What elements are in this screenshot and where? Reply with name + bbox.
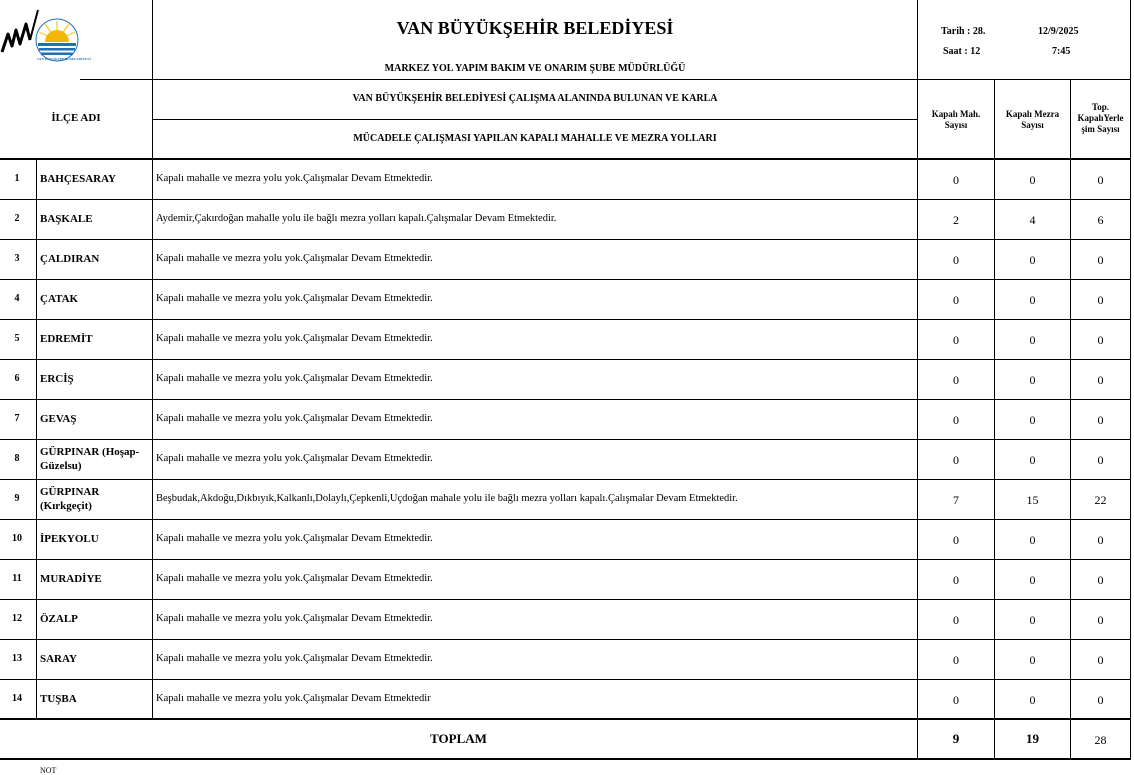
kapali-mah-count: 0	[953, 253, 959, 267]
page-title: VAN BÜYÜKŞEHİR BELEDİYESİ	[396, 18, 674, 38]
toplam-count: 0	[1097, 453, 1104, 467]
district-name: BAHÇESARAY	[40, 173, 117, 185]
table-row	[0, 200, 1131, 240]
kapali-mezra-count: 0	[1029, 693, 1036, 707]
kapali-mezra-count: 0	[1029, 173, 1036, 187]
district-name: İPEKYOLU	[40, 533, 99, 545]
toplam-count: 0	[1097, 573, 1104, 587]
time-value: 7:45	[1052, 46, 1071, 57]
district-name: EDREMİT	[40, 333, 93, 345]
kapali-mah-count: 7	[953, 493, 959, 507]
total-kapali-mezra: 19	[1026, 731, 1039, 746]
kapali-mezra-count: 0	[1029, 573, 1036, 587]
district-name: ÇATAK	[40, 293, 79, 305]
logo-text: VAN BÜYÜKŞEHİR BELEDİYESİ	[37, 57, 91, 61]
table-row	[0, 400, 1131, 440]
column-header-desc-line1: VAN BÜYÜKŞEHİR BELEDİYESİ ÇALIŞMA ALANINDA BULUNAN VE KARLA	[352, 93, 718, 104]
row-number: 4	[14, 293, 20, 304]
row-number: 1	[14, 173, 20, 184]
total-label: TOPLAM	[430, 731, 487, 746]
row-number: 11	[12, 573, 22, 584]
row-number: 10	[12, 533, 22, 544]
date-label: Tarih : 28.	[941, 26, 986, 37]
column-header-toplam: Top. KapalıYerle şim Sayısı	[1077, 102, 1124, 134]
toplam-count: 0	[1097, 653, 1104, 667]
kapali-mah-count: 0	[953, 573, 959, 587]
kapali-mezra-count: 0	[1029, 373, 1036, 387]
district-name: GEVAŞ	[40, 413, 77, 425]
toplam-count: 0	[1097, 173, 1104, 187]
row-number: 6	[14, 373, 20, 384]
toplam-count: 0	[1097, 613, 1104, 627]
district-name: MURADİYE	[40, 573, 102, 585]
date-value: 12/9/2025	[1038, 26, 1079, 37]
note-label: NOT	[40, 766, 57, 775]
district-name: GÜRPINAR (Hoşap-	[40, 446, 140, 458]
kapali-mezra-count: 0	[1029, 613, 1036, 627]
district-name-line2: (Kırkgeçit)	[40, 500, 92, 512]
total-kapali-mah: 9	[952, 731, 960, 746]
district-name: TUŞBA	[40, 693, 77, 705]
row-description: Kapalı mahalle ve mezra yolu yok.Çalışmalar Devam Etmektedir.	[156, 453, 433, 464]
row-number: 9	[14, 493, 20, 504]
table-row	[0, 240, 1131, 280]
district-name: ERCİŞ	[40, 373, 74, 385]
row-description: Kapalı mahalle ve mezra yolu yok.Çalışmalar Devam Etmektedir.	[156, 253, 433, 264]
column-header-desc-line2: MÜCADELE ÇALIŞMASI YAPILAN KAPALI MAHALLE VE MEZRA YOLLARI	[353, 133, 717, 144]
district-name-line2: Güzelsu)	[40, 460, 82, 472]
row-number: 3	[14, 253, 20, 264]
row-description: Kapalı mahalle ve mezra yolu yok.Çalışmalar Devam Etmektedir.	[156, 373, 433, 384]
district-name: ÖZALP	[40, 613, 78, 625]
table-row	[0, 480, 1131, 520]
row-number: 13	[12, 653, 22, 664]
row-description: Kapalı mahalle ve mezra yolu yok.Çalışmalar Devam Etmektedir.	[156, 573, 433, 584]
kapali-mezra-count: 0	[1029, 453, 1036, 467]
district-name: BAŞKALE	[40, 213, 93, 225]
total-toplam: 28	[1094, 733, 1107, 747]
row-description: Aydemir,Çakırdoğan mahalle yolu ile bağlı mezra yolları kapalı.Çalışmalar Devam Etmektedir.	[156, 213, 557, 224]
row-description: Kapalı mahalle ve mezra yolu yok.Çalışmalar Devam Etmektedir.	[156, 333, 433, 344]
row-description: Kapalı mahalle ve mezra yolu yok.Çalışmalar Devam Etmektedir.	[156, 533, 433, 544]
table-row	[0, 560, 1131, 600]
toplam-count: 0	[1097, 373, 1104, 387]
table-row	[0, 520, 1131, 560]
toplam-count: 0	[1097, 333, 1104, 347]
table-row	[0, 440, 1131, 480]
kapali-mah-count: 0	[953, 453, 959, 467]
kapali-mah-count: 2	[953, 213, 959, 227]
row-number: 2	[14, 213, 20, 224]
table-row	[0, 640, 1131, 680]
row-description: Kapalı mahalle ve mezra yolu yok.Çalışmalar Devam Etmektedir.	[156, 173, 433, 184]
kapali-mezra-count: 4	[1029, 213, 1036, 227]
row-number: 5	[14, 333, 20, 344]
row-number: 12	[12, 613, 22, 624]
kapali-mezra-count: 0	[1029, 333, 1036, 347]
kapali-mezra-count: 15	[1026, 493, 1039, 507]
table-row	[0, 680, 1131, 720]
kapali-mah-count: 0	[953, 373, 959, 387]
district-name: ÇALDIRAN	[40, 253, 100, 265]
table-row	[0, 360, 1131, 400]
time-label: Saat : 12	[943, 46, 981, 57]
kapali-mah-count: 0	[953, 413, 959, 427]
toplam-count: 22	[1094, 493, 1107, 507]
row-description: Kapalı mahalle ve mezra yolu yok.Çalışmalar Devam Etmektedir.	[156, 613, 433, 624]
kapali-mah-count: 0	[953, 653, 959, 667]
toplam-count: 0	[1097, 693, 1104, 707]
row-description: Beşbudak,Akdoğu,Dıkbıyık,Kalkanlı,Dolaylı,Çepkenli,Uçdoğan mahale yolu ile bağlı mezra yolları kapalı.Çalışmalar Devam Etmektedir.	[156, 493, 738, 504]
row-number: 7	[14, 413, 20, 424]
kapali-mah-count: 0	[953, 533, 959, 547]
kapali-mah-count: 0	[953, 333, 959, 347]
row-description: Kapalı mahalle ve mezra yolu yok.Çalışmalar Devam Etmektedir	[156, 693, 431, 704]
column-header-kapali-mah: Kapalı Mah. Sayısı	[931, 109, 981, 130]
kapali-mezra-count: 0	[1029, 533, 1036, 547]
table-row	[0, 320, 1131, 360]
kapali-mah-count: 0	[953, 293, 959, 307]
district-name: GÜRPINAR	[40, 486, 100, 498]
table-row	[0, 280, 1131, 320]
row-description: Kapalı mahalle ve mezra yolu yok.Çalışmalar Devam Etmektedir.	[156, 413, 433, 424]
kapali-mezra-count: 0	[1029, 253, 1036, 267]
row-number: 14	[12, 693, 22, 704]
toplam-count: 6	[1097, 213, 1104, 227]
row-number: 8	[14, 453, 20, 464]
kapali-mah-count: 0	[953, 693, 959, 707]
table-row	[0, 160, 1131, 200]
row-description: Kapalı mahalle ve mezra yolu yok.Çalışmalar Devam Etmektedir.	[156, 653, 433, 664]
toplam-count: 0	[1097, 293, 1104, 307]
table-row	[0, 600, 1131, 640]
column-header-ilce: İLÇE ADI	[51, 112, 101, 124]
district-name: SARAY	[40, 653, 77, 665]
logo	[0, 4, 91, 74]
municipality-logo-icon	[0, 4, 84, 74]
kapali-mah-count: 0	[953, 613, 959, 627]
toplam-count: 0	[1097, 253, 1104, 267]
toplam-count: 0	[1097, 413, 1104, 427]
kapali-mezra-count: 0	[1029, 293, 1036, 307]
department-title: MARKEZ YOL YAPIM BAKIM VE ONARIM ŞUBE MÜDÜRLÜĞÜ	[384, 63, 686, 74]
toplam-count: 0	[1097, 533, 1104, 547]
column-header-kapali-mezra: Kapalı Mezra Sayısı	[1005, 109, 1060, 130]
kapali-mezra-count: 0	[1029, 653, 1036, 667]
row-description: Kapalı mahalle ve mezra yolu yok.Çalışmalar Devam Etmektedir.	[156, 293, 433, 304]
kapali-mezra-count: 0	[1029, 413, 1036, 427]
kapali-mah-count: 0	[953, 173, 959, 187]
